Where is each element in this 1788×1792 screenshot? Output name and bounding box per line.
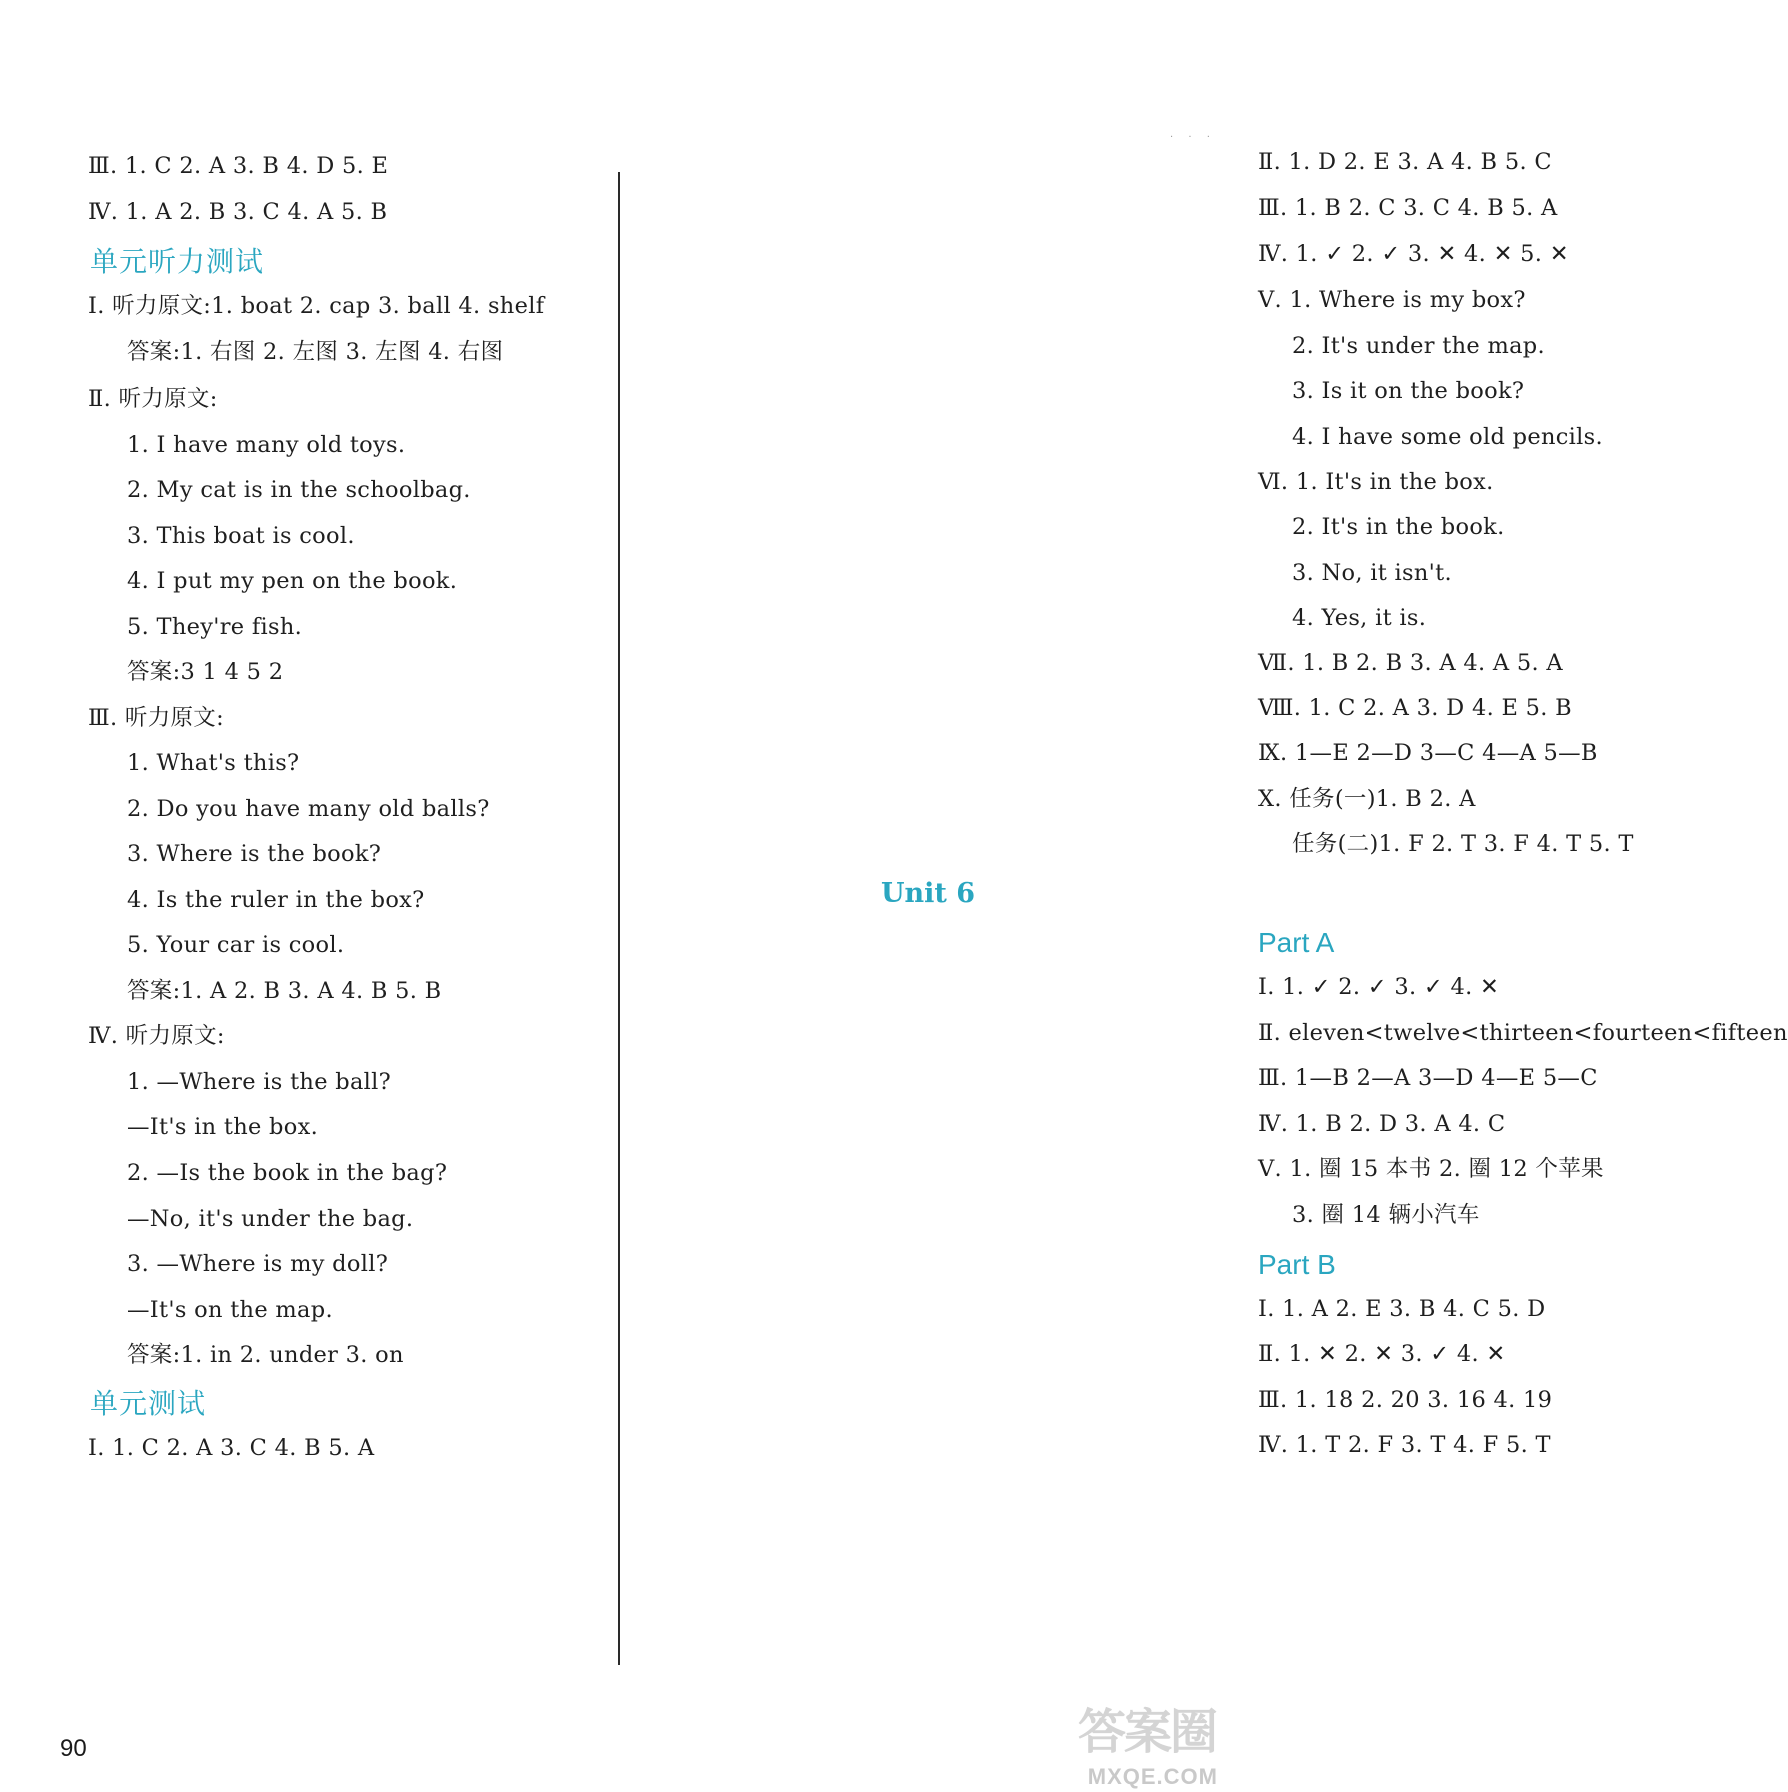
left-answer-line: 3. This boat is cool.	[127, 523, 355, 549]
right-answer-line: Ⅲ. 1. B 2. C 3. C 4. B 5. A	[1258, 195, 1558, 221]
left-section-heading: 单元测试	[90, 1387, 207, 1420]
left-answer-line: 1. —Where is the ball?	[127, 1069, 392, 1095]
left-answer-line: 5. Your car is cool.	[127, 932, 345, 958]
watermark-logo	[1054, 1688, 1224, 1792]
left-answer-line: 1. I have many old toys.	[127, 432, 406, 458]
right-answer-line: Ⅸ. 1—E 2—D 3—C 4—A 5—B	[1258, 740, 1598, 766]
right-answer-line: 3. Is it on the book?	[1292, 378, 1525, 404]
right-answer-line: 4. I have some old pencils.	[1292, 424, 1603, 450]
right-answer-line: Ⅰ. 1. A 2. E 3. B 4. C 5. D	[1258, 1296, 1546, 1322]
right-unit-heading: Unit 6	[880, 878, 976, 909]
right-answer-line: 3. No, it isn't.	[1292, 560, 1452, 586]
right-part-heading: Part A	[1258, 927, 1335, 958]
left-answer-line: 答案:1. A 2. B 3. A 4. B 5. B	[127, 978, 442, 1004]
left-answer-line: 1. What's this?	[127, 750, 300, 776]
right-answer-line: Ⅲ. 1. 18 2. 20 3. 16 4. 19	[1258, 1387, 1553, 1413]
left-answer-line: Ⅲ. 1. C 2. A 3. B 4. D 5. E	[88, 153, 389, 179]
right-answer-line: Ⅵ. 1. It's in the box.	[1258, 469, 1494, 495]
page-number: 90	[60, 1735, 87, 1762]
left-answer-line: 2. My cat is in the schoolbag.	[127, 477, 471, 503]
left-section-heading: 单元听力测试	[90, 245, 265, 278]
left-answer-line: Ⅳ. 听力原文:	[88, 1023, 225, 1049]
left-answer-line: Ⅰ. 听力原文:1. boat 2. cap 3. ball 4. shelf	[88, 293, 545, 319]
left-answer-line: 4. I put my pen on the book.	[127, 568, 458, 594]
left-answer-line: —It's in the box.	[127, 1114, 319, 1140]
corner-mark: · · ·	[1170, 132, 1216, 143]
right-answer-line: 4. Yes, it is.	[1292, 605, 1427, 631]
left-answer-line: —It's on the map.	[127, 1297, 333, 1323]
right-answer-line: Ⅳ. 1. ✓ 2. ✓ 3. ✕ 4. ✕ 5. ✕	[1258, 241, 1569, 267]
right-answer-line: 2. It's in the book.	[1292, 514, 1505, 540]
right-answer-line: Ⅶ. 1. B 2. B 3. A 4. A 5. A	[1258, 650, 1563, 676]
right-answer-line: Ⅹ. 任务(一)1. B 2. A	[1258, 786, 1476, 812]
right-part-heading: Part B	[1258, 1249, 1336, 1280]
left-answer-line: 4. Is the ruler in the box?	[127, 887, 425, 913]
left-answer-line: —No, it's under the bag.	[127, 1206, 414, 1232]
watermark-domain: MXQE.COM	[1087, 1764, 1218, 1789]
left-answer-line: 答案:3 1 4 5 2	[127, 659, 284, 685]
left-answer-line: Ⅳ. 1. A 2. B 3. C 4. A 5. B	[88, 199, 388, 225]
left-answer-line: 2. —Is the book in the bag?	[127, 1160, 448, 1186]
left-answer-line: Ⅰ. 1. C 2. A 3. C 4. B 5. A	[88, 1435, 375, 1461]
left-answer-line: Ⅲ. 听力原文:	[88, 705, 224, 731]
right-answer-line: Ⅱ. 1. ✕ 2. ✕ 3. ✓ 4. ✕	[1258, 1341, 1506, 1367]
right-answer-line: Ⅲ. 1—B 2—A 3—D 4—E 5—C	[1258, 1065, 1598, 1091]
right-answer-line: Ⅴ. 1. Where is my box?	[1258, 287, 1526, 313]
watermark-glyphs: 答案圈	[1077, 1704, 1216, 1760]
right-answer-line: Ⅳ. 1. B 2. D 3. A 4. C	[1258, 1111, 1506, 1137]
right-answer-line: 2. It's under the map.	[1292, 333, 1545, 359]
left-answer-line: 3. Where is the book?	[127, 841, 382, 867]
right-answer-line: Ⅳ. 1. T 2. F 3. T 4. F 5. T	[1258, 1432, 1551, 1458]
column-divider	[618, 172, 620, 1665]
right-answer-line: Ⅰ. 1. ✓ 2. ✓ 3. ✓ 4. ✕	[1258, 974, 1500, 1000]
left-answer-line: 2. Do you have many old balls?	[127, 796, 490, 822]
right-answer-line: Ⅱ. 1. D 2. E 3. A 4. B 5. C	[1258, 149, 1552, 175]
right-answer-line: Ⅷ. 1. C 2. A 3. D 4. E 5. B	[1258, 695, 1573, 721]
left-answer-line: 答案:1. 右图 2. 左图 3. 左图 4. 右图	[127, 339, 504, 365]
right-answer-line: Ⅴ. 1. 圈 15 本书 2. 圈 12 个苹果	[1258, 1156, 1604, 1182]
left-answer-line: 答案:1. in 2. under 3. on	[127, 1342, 404, 1368]
right-answer-line: 3. 圈 14 辆小汽车	[1292, 1202, 1480, 1228]
right-answer-line: Ⅱ. eleven<twelve<thirteen<fourteen<fifteen	[1258, 1020, 1788, 1046]
left-answer-line: 5. They're fish.	[127, 614, 303, 640]
right-answer-line: 任务(二)1. F 2. T 3. F 4. T 5. T	[1292, 831, 1634, 857]
left-answer-line: 3. —Where is my doll?	[127, 1251, 389, 1277]
left-answer-line: Ⅱ. 听力原文:	[88, 386, 218, 412]
